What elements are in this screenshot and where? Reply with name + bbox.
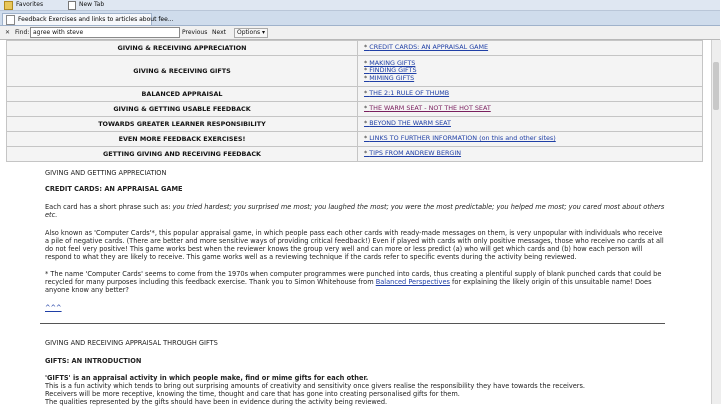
- nav-links: [358, 132, 703, 147]
- paragraph: [45, 270, 665, 294]
- nav-heading: GIVING & RECEIVING GIFTS: [7, 56, 358, 87]
- nav-heading: BALANCED APPRAISAL: [7, 87, 358, 102]
- page-content: [0, 40, 711, 404]
- nav-links: [358, 41, 703, 56]
- next-button[interactable]: Next: [212, 29, 226, 36]
- favorites-button[interactable]: Favorites: [16, 1, 44, 8]
- table-row: [7, 147, 703, 162]
- paragraph: [45, 304, 665, 312]
- nav-heading: GETTING GIVING AND RECEIVING FEEDBACK: [7, 147, 358, 162]
- nav-link[interactable]: * MIMING GIFTS: [364, 75, 702, 83]
- nav-link[interactable]: * THE 2:1 RULE OF THUMB: [364, 90, 702, 98]
- vertical-scrollbar[interactable]: [711, 40, 721, 404]
- page-icon: [6, 15, 15, 25]
- table-row: [7, 56, 703, 87]
- paragraph-lead: * The name 'Computer Cards' seems to come from the 1970s when computer programmes were punched into cards, thus creating a plentiful supply of blank punched cards that could be recycled for many purposes including this feedback exercise. Thank you to Simon Whitehouse from: [45, 270, 662, 286]
- nav-link[interactable]: * LINKS TO FURTHER INFORMATION (on this and other sites): [364, 135, 702, 143]
- scrollbar-thumb[interactable]: [713, 62, 719, 110]
- paragraph-tail: for explaining the likely origin of this unsuitable name! Does anyone know any better?: [45, 278, 652, 294]
- nav-links: [358, 147, 703, 162]
- section-heading: GIVING AND GETTING APPRECIATION: [45, 169, 167, 177]
- find-bar: [0, 26, 720, 40]
- paragraph-italic: you tried hardest; you surprised me most; you laughed the most; you were the most predictable; you helped me most; you cared most about others etc.: [45, 203, 665, 219]
- tab-title: Feedback Exercises and links to articles about fee...: [18, 16, 174, 23]
- nav-links: [358, 87, 703, 102]
- new-tab-icon: [68, 1, 76, 10]
- table-row: [7, 41, 703, 56]
- table-row: [7, 102, 703, 117]
- favorites-star-icon: [4, 1, 13, 10]
- paragraph: [45, 203, 665, 219]
- tab-bar: [0, 11, 720, 26]
- nav-heading: TOWARDS GREATER LEARNER RESPONSIBILITY: [7, 117, 358, 132]
- gifts-line: The qualities represented by the gifts should have been in evidence during the activity being reviewed.: [45, 398, 388, 406]
- options-button[interactable]: Options ▾: [234, 28, 268, 38]
- favorites-bar: [0, 0, 720, 11]
- gifts-line: This is a fun activity which tends to bring out surprising amounts of creativity and sensitivity once givers realise the responsibility they have towards the receivers.: [45, 382, 586, 390]
- nav-link[interactable]: * BEYOND THE WARM SEAT: [364, 120, 702, 128]
- nav-link[interactable]: * FINDING GIFTS: [364, 67, 702, 75]
- nav-link[interactable]: * CREDIT CARDS: AN APPRAISAL GAME: [364, 44, 702, 52]
- find-input[interactable]: agree with steve: [30, 27, 180, 38]
- paragraph-lead: Each card has a short phrase such as:: [45, 203, 173, 211]
- gifts-line: Receivers will be more receptive, knowing the time, thought and care that has gone into creating personalised gifts for them.: [45, 390, 460, 398]
- nav-link[interactable]: * TIPS FROM ANDREW BERGIN: [364, 150, 702, 158]
- subheading: GIFTS: AN INTRODUCTION: [45, 357, 142, 365]
- balanced-perspectives-link[interactable]: Balanced Perspectives: [375, 278, 450, 286]
- subheading: CREDIT CARDS: AN APPRAISAL GAME: [45, 185, 183, 193]
- section-divider: [40, 323, 665, 324]
- nav-links: [358, 117, 703, 132]
- table-row: [7, 132, 703, 147]
- new-tab-button[interactable]: New Tab: [79, 1, 105, 8]
- paragraph: Also known as 'Computer Cards'*, this popular appraisal game, in which people pass each other cards with ready-made messages on them, is very unpopular with individuals who receive a pile of negative cards. (There are better and more sensitive ways of providing critical feedback!) Even if played with cards with only positive messages, those who receive no cards at all do not feel very positive! This game works best when the reviewer knows the group very well and can more or less predict (a) who will get which cards and (b) how each person will respond to what they are likely to receive. This game works well as a reviewing technique if the cards refer to specific events during the activity being reviewed.: [45, 229, 664, 261]
- gifts-intro: 'GIFTS' is an appraisal activity in which people make, find or mime gifts for each other.: [45, 374, 369, 382]
- feedback-nav-table: [6, 40, 703, 162]
- nav-heading: GIVING & GETTING USABLE FEEDBACK: [7, 102, 358, 117]
- active-tab[interactable]: [2, 13, 174, 25]
- nav-heading: EVEN MORE FEEDBACK EXERCISES!: [7, 132, 358, 147]
- table-row: [7, 117, 703, 132]
- nav-links: [358, 102, 703, 117]
- nav-links: [358, 56, 703, 87]
- nav-link[interactable]: * MAKING GIFTS: [364, 60, 702, 68]
- find-label: Find:: [15, 29, 30, 36]
- back-to-top-link[interactable]: ^^^: [45, 304, 62, 312]
- table-row: [7, 87, 703, 102]
- close-icon[interactable]: ✕: [5, 29, 11, 36]
- previous-button[interactable]: Previous: [182, 29, 208, 36]
- nav-link[interactable]: * THE WARM SEAT - NOT THE HOT SEAT: [364, 105, 702, 113]
- section-heading: GIVING AND RECEIVING APPRAISAL THROUGH GIFTS: [45, 339, 218, 347]
- nav-heading: GIVING & RECEIVING APPRECIATION: [7, 41, 358, 56]
